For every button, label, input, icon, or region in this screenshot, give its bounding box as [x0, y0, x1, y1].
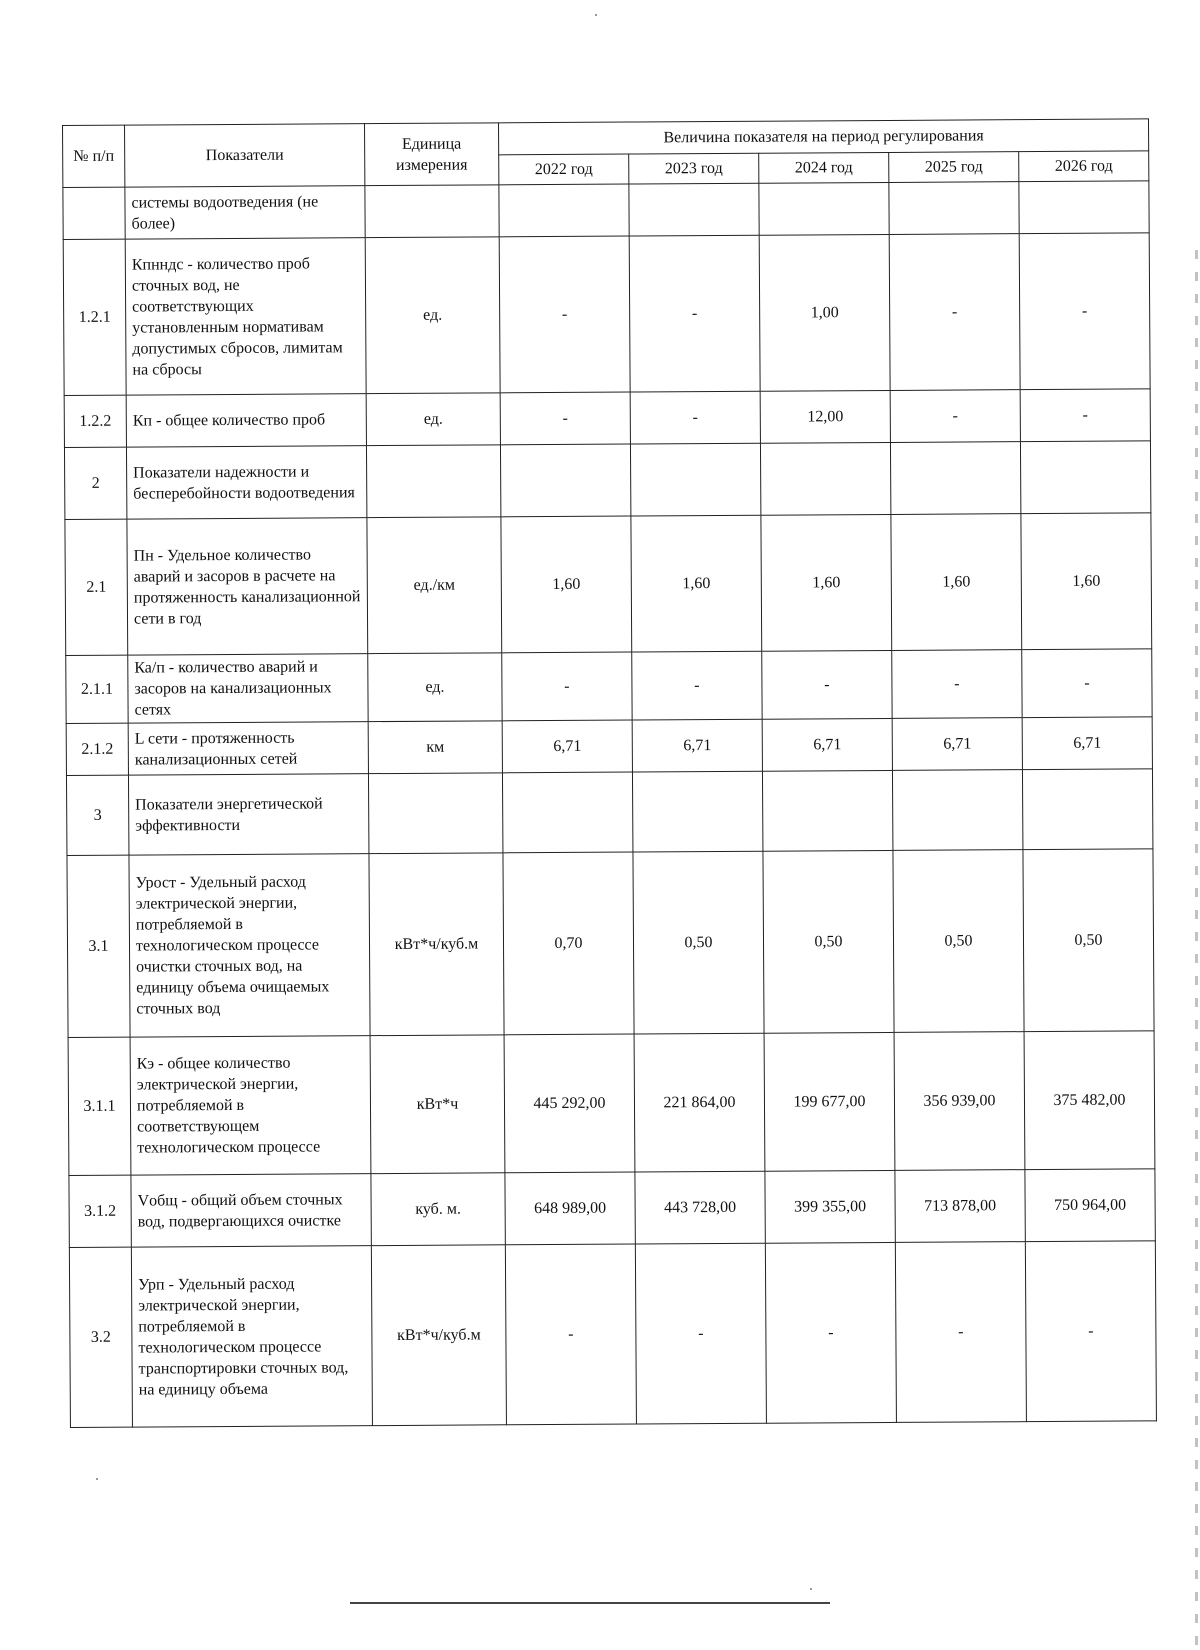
year-value: [629, 183, 759, 236]
year-value: [500, 444, 630, 517]
year-value: 1,60: [761, 514, 892, 651]
year-value: 1,60: [1021, 513, 1152, 650]
row-number: 1.2.1: [63, 239, 126, 395]
scan-bottom-edge: [350, 1602, 830, 1604]
year-value: 6,71: [1022, 717, 1152, 770]
row-number: 2: [64, 447, 126, 519]
year-value: -: [505, 1244, 636, 1425]
unit-of-measure: кВт*ч/куб.м: [369, 853, 504, 1036]
indicator-name: Кп - общее количество проб: [126, 394, 366, 447]
table-row: [63, 181, 1149, 240]
table-row: [67, 849, 1154, 1038]
year-value: [762, 770, 892, 851]
table-row: [65, 513, 1152, 656]
year-value: 399 355,00: [765, 1170, 895, 1243]
year-value: -: [499, 236, 630, 393]
unit-of-measure: [366, 445, 500, 518]
indicator-name: Ка/п - количество аварий и засоров на канализационных сетях: [128, 654, 368, 723]
year-value: -: [1025, 1241, 1156, 1422]
year-value: 6,71: [502, 720, 632, 773]
year-value: 6,71: [892, 718, 1022, 771]
year-value: -: [895, 1242, 1026, 1423]
year-value: 445 292,00: [504, 1034, 635, 1173]
year-value: 443 728,00: [635, 1171, 765, 1244]
year-value: [759, 182, 889, 235]
year-value: [632, 771, 762, 852]
year-value: -: [889, 234, 1020, 391]
unit-of-measure: [365, 185, 499, 238]
table-row: [66, 769, 1153, 856]
row-number: 3: [66, 775, 128, 855]
row-number: 3.2: [69, 1247, 132, 1427]
year-value: 6,71: [632, 719, 762, 772]
year-value: 1,60: [631, 515, 762, 652]
row-number: 2.1.2: [66, 723, 128, 775]
header-year: 2024 год: [759, 152, 889, 183]
year-value: 713 878,00: [895, 1170, 1025, 1243]
indicator-name: Кэ - общее количество электрической энергии, потребляемой в соответствующем технологическом процессе: [130, 1036, 371, 1175]
scan-speck: [96, 1478, 98, 1480]
row-number: 2.1.1: [66, 655, 128, 723]
year-value: [760, 442, 890, 515]
header-year: 2025 год: [889, 152, 1019, 183]
header-num: № п/п: [63, 125, 125, 187]
year-value: [502, 772, 632, 853]
scan-edge-mark: [1195, 250, 1198, 1650]
year-value: -: [500, 392, 630, 445]
year-value: 221 864,00: [634, 1033, 765, 1172]
year-value: [889, 182, 1019, 235]
header-year: 2026 год: [1019, 151, 1149, 182]
table-row: [64, 389, 1150, 448]
header-indicator: Показатели: [125, 124, 365, 187]
year-value: -: [635, 1243, 766, 1424]
scan-speck: [810, 1588, 812, 1590]
year-value: -: [629, 235, 760, 392]
table-row: [66, 649, 1152, 724]
indicator-name: Урп - Удельный расход электрической энергии, потребляемой в технологическом процессе транспортировки сточных вод, на единицу объема: [131, 1246, 372, 1427]
row-number: 3.1: [67, 855, 130, 1037]
row-number: [63, 187, 125, 239]
year-value: [630, 443, 760, 516]
table-body: [63, 181, 1157, 1428]
indicators-table: [62, 118, 1157, 1428]
header-period: Величина показателя на период регулирования: [498, 119, 1148, 155]
indicator-name: Пн - Удельное количество аварий и засоров в расчете на протяженность канализационной сети в год: [127, 518, 368, 655]
indicator-name: Показатели надежности и бесперебойности водоотведения: [126, 446, 366, 519]
unit-of-measure: кВт*ч/куб.м: [371, 1245, 506, 1426]
year-value: 375 482,00: [1024, 1031, 1155, 1170]
indicator-name: L сети - протяженность канализационных сетей: [128, 722, 368, 775]
year-value: 1,60: [501, 516, 632, 653]
row-number: 1.2.2: [64, 395, 126, 447]
year-value: 648 989,00: [505, 1172, 635, 1245]
unit-of-measure: ед.: [366, 393, 500, 446]
table-row: [63, 233, 1150, 396]
unit-of-measure: куб. м.: [371, 1173, 505, 1246]
year-value: 199 677,00: [764, 1032, 895, 1171]
header-year: 2022 год: [499, 154, 629, 185]
table-row: [68, 1031, 1155, 1176]
unit-of-measure: [368, 773, 502, 854]
unit-of-measure: ед.: [365, 237, 500, 394]
unit-of-measure: ед./км: [367, 517, 502, 654]
unit-of-measure: км: [368, 721, 502, 774]
table-row: [66, 717, 1152, 776]
year-value: 750 964,00: [1025, 1169, 1155, 1242]
year-value: -: [890, 390, 1020, 443]
year-value: -: [1020, 389, 1150, 442]
year-value: [1019, 181, 1149, 234]
row-number: 3.1.2: [69, 1175, 131, 1247]
unit-of-measure: ед.: [368, 653, 502, 722]
year-value: 0,50: [893, 850, 1024, 1033]
header-year: 2023 год: [629, 153, 759, 184]
year-value: -: [765, 1242, 896, 1423]
year-value: -: [632, 651, 762, 720]
year-value: 0,50: [1023, 849, 1154, 1032]
year-value: [892, 770, 1022, 851]
year-value: [1022, 769, 1153, 850]
year-value: -: [1019, 233, 1150, 390]
indicator-name: Vобщ - общий объем сточных вод, подвергающихся очистке: [131, 1174, 371, 1247]
year-value: 12,00: [760, 390, 890, 443]
year-value: -: [630, 391, 760, 444]
year-value: [890, 442, 1020, 515]
header-unit: Единица измерения: [364, 123, 498, 186]
unit-of-measure: кВт*ч: [370, 1035, 505, 1174]
year-value: 0,70: [503, 852, 634, 1035]
year-value: [1020, 441, 1150, 514]
table-row: [69, 1241, 1156, 1428]
scan-speck: [595, 14, 597, 16]
table-row: [69, 1169, 1155, 1248]
year-value: -: [502, 652, 632, 721]
year-value: 1,60: [891, 514, 1022, 651]
year-value: -: [892, 650, 1022, 719]
indicator-name: Кпнндс - количество проб сточных вод, не соответствующих установленным нормативам допустимых сбросов, лимитам на сбросы: [125, 238, 366, 395]
year-value: 6,71: [762, 718, 892, 771]
indicator-name: системы водоотведения (не более): [125, 186, 365, 239]
year-value: 356 939,00: [894, 1032, 1025, 1171]
indicator-name: Урост - Удельный расход электрической энергии, потребляемой в технологическом процессе очистки сточных вод, на единицу объема очищаемых сточных вод: [129, 854, 370, 1037]
year-value: 0,50: [633, 851, 764, 1034]
row-number: 2.1: [65, 519, 128, 655]
year-value: [499, 184, 629, 237]
indicator-name: Показатели энергетической эффективности: [128, 774, 368, 855]
year-value: -: [1022, 649, 1152, 718]
year-value: 0,50: [763, 850, 894, 1033]
row-number: 3.1.1: [68, 1037, 131, 1175]
year-value: 1,00: [759, 234, 890, 391]
year-value: -: [762, 650, 892, 719]
table-row: [64, 441, 1150, 520]
